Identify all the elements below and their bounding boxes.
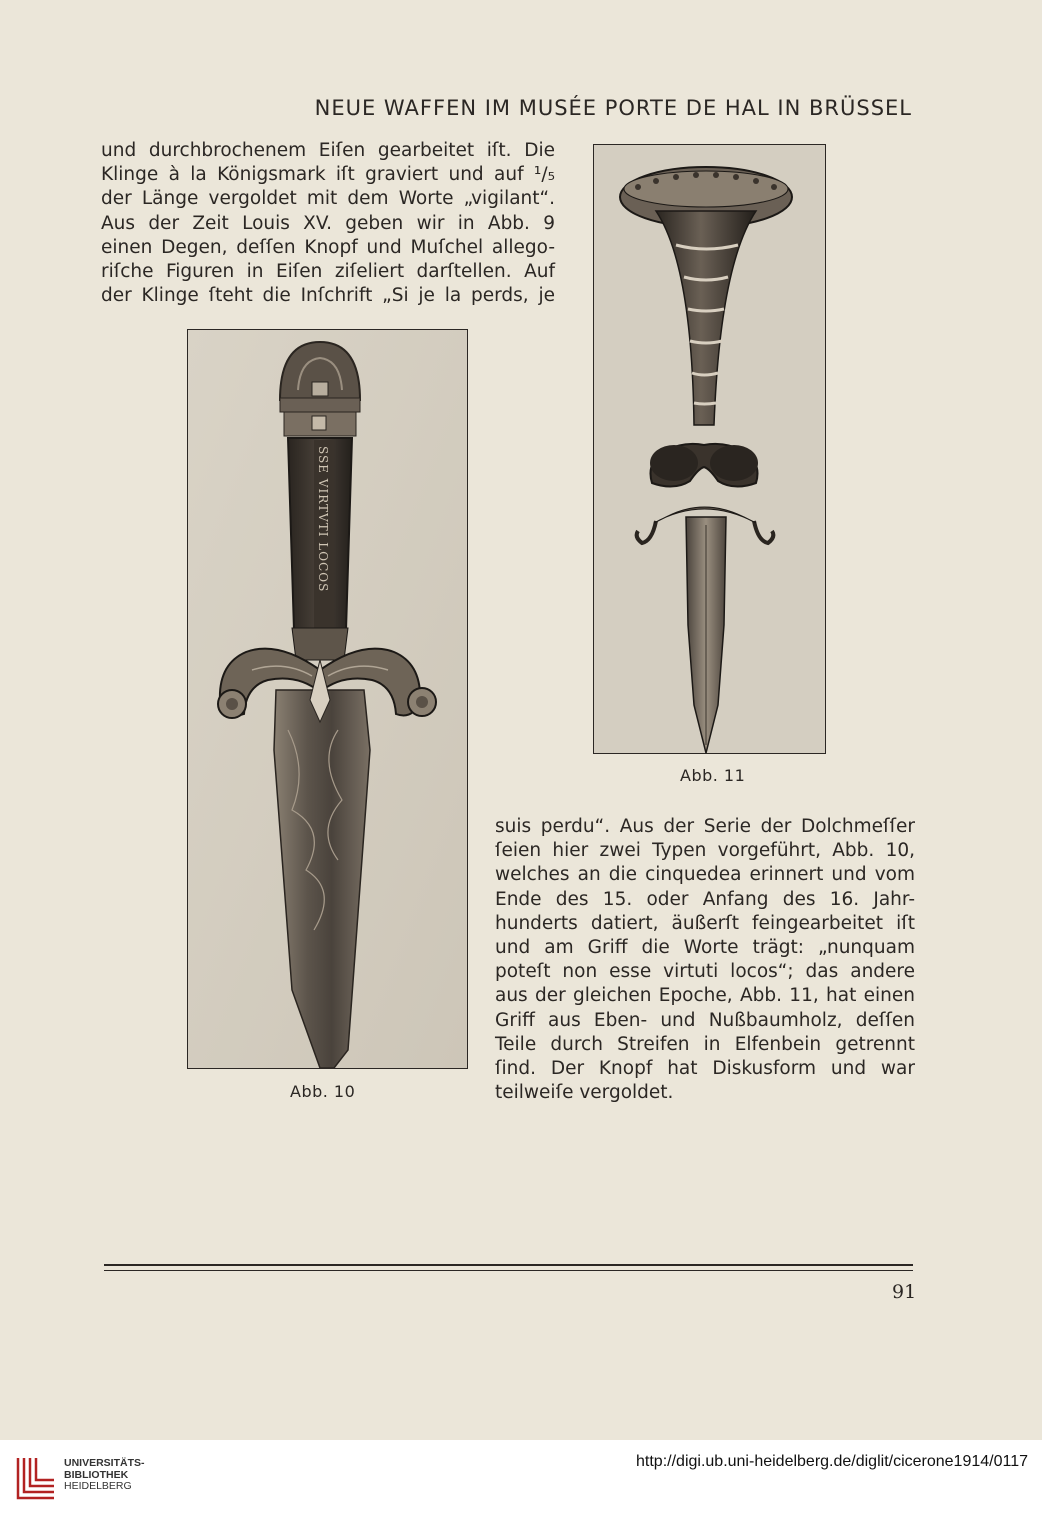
- text-line: aus der gleichen Epoche, Abb. 11, hat einen: [495, 985, 915, 1007]
- text-line: und durchbrochenem Eiſen gearbeitet iſt. Die: [101, 140, 555, 161]
- text-line: riſche Figuren in Eiſen ziſeliert darſtellen. Auf: [101, 261, 555, 283]
- library-logo-text: [64, 1458, 145, 1493]
- logo-line: UNIVERSITÄTS-: [64, 1457, 145, 1469]
- text-line: Ende des 15. oder Anfang des 16. Jahr-: [495, 888, 915, 910]
- logo-line: HEIDELBERG: [64, 1480, 132, 1492]
- library-footer: [0, 1440, 1042, 1516]
- text-line: welches an die cinquedea erinnert und vom: [495, 864, 915, 886]
- text-column-left: [101, 139, 555, 308]
- text-line: suis perdu“. Aus der Serie der Dolchmeſſer: [495, 816, 915, 837]
- text-line: der Klinge ſteht die Inſchrift „Si je la perds, je: [101, 285, 555, 307]
- text-line: der Länge vergoldet mit dem Worte „vigilant“.: [101, 188, 555, 210]
- footer-rule-thick: [104, 1264, 913, 1266]
- text-line: hunderts datiert, äußerſt feingearbeitet iſt: [495, 912, 915, 934]
- text-line: Teile durch Streifen in Elfenbein getrennt: [495, 1033, 915, 1055]
- running-head: NEUE WAFFEN IM MUSÉE PORTE DE HAL IN BRÜSSEL: [314, 96, 912, 120]
- text-line: und am Griff die Worte trägt: „nunquam: [495, 937, 915, 959]
- caption-abb-10: Abb. 10: [290, 1082, 356, 1101]
- text-line: teilweiſe vergoldet.: [495, 1082, 674, 1104]
- text-line: einen Degen, deſſen Knopf und Muſchel allego-: [101, 236, 555, 258]
- text-line: Klinge à la Königsmark iſt graviert und auf ¹/₅: [101, 164, 555, 186]
- logo-line: BIBLIOTHEK: [64, 1468, 129, 1481]
- figure-abb-10-dagger: [187, 329, 468, 1069]
- footer-rule-thin: [104, 1270, 913, 1271]
- dagger-illustration: [188, 330, 467, 1068]
- dagger-illustration: [594, 145, 825, 753]
- text-column-right: [495, 815, 915, 1105]
- text-line: ſeien hier zwei Typen vorgeführt, Abb. 10,: [495, 840, 915, 862]
- page-number: 91: [892, 1281, 917, 1303]
- source-url-link[interactable]: http://digi.ub.uni-heidelberg.de/diglit/cicerone1914/0117: [636, 1453, 1028, 1470]
- text-line: Aus der Zeit Louis XV. geben wir in Abb. 9: [101, 212, 555, 234]
- library-logo-icon: [14, 1454, 58, 1502]
- caption-abb-11: Abb. 11: [680, 766, 746, 785]
- grip-inscription: SSE VIRTVTI LOCOS: [316, 446, 330, 593]
- figure-abb-11-dagger: [593, 144, 826, 754]
- text-line: Griff aus Eben- und Nußbaumholz, deſſen: [495, 1009, 915, 1031]
- text-line: poteſt non esse virtuti locos“; das andere: [495, 961, 915, 983]
- text-line: ſind. Der Knopf hat Diskusform und war: [495, 1058, 915, 1080]
